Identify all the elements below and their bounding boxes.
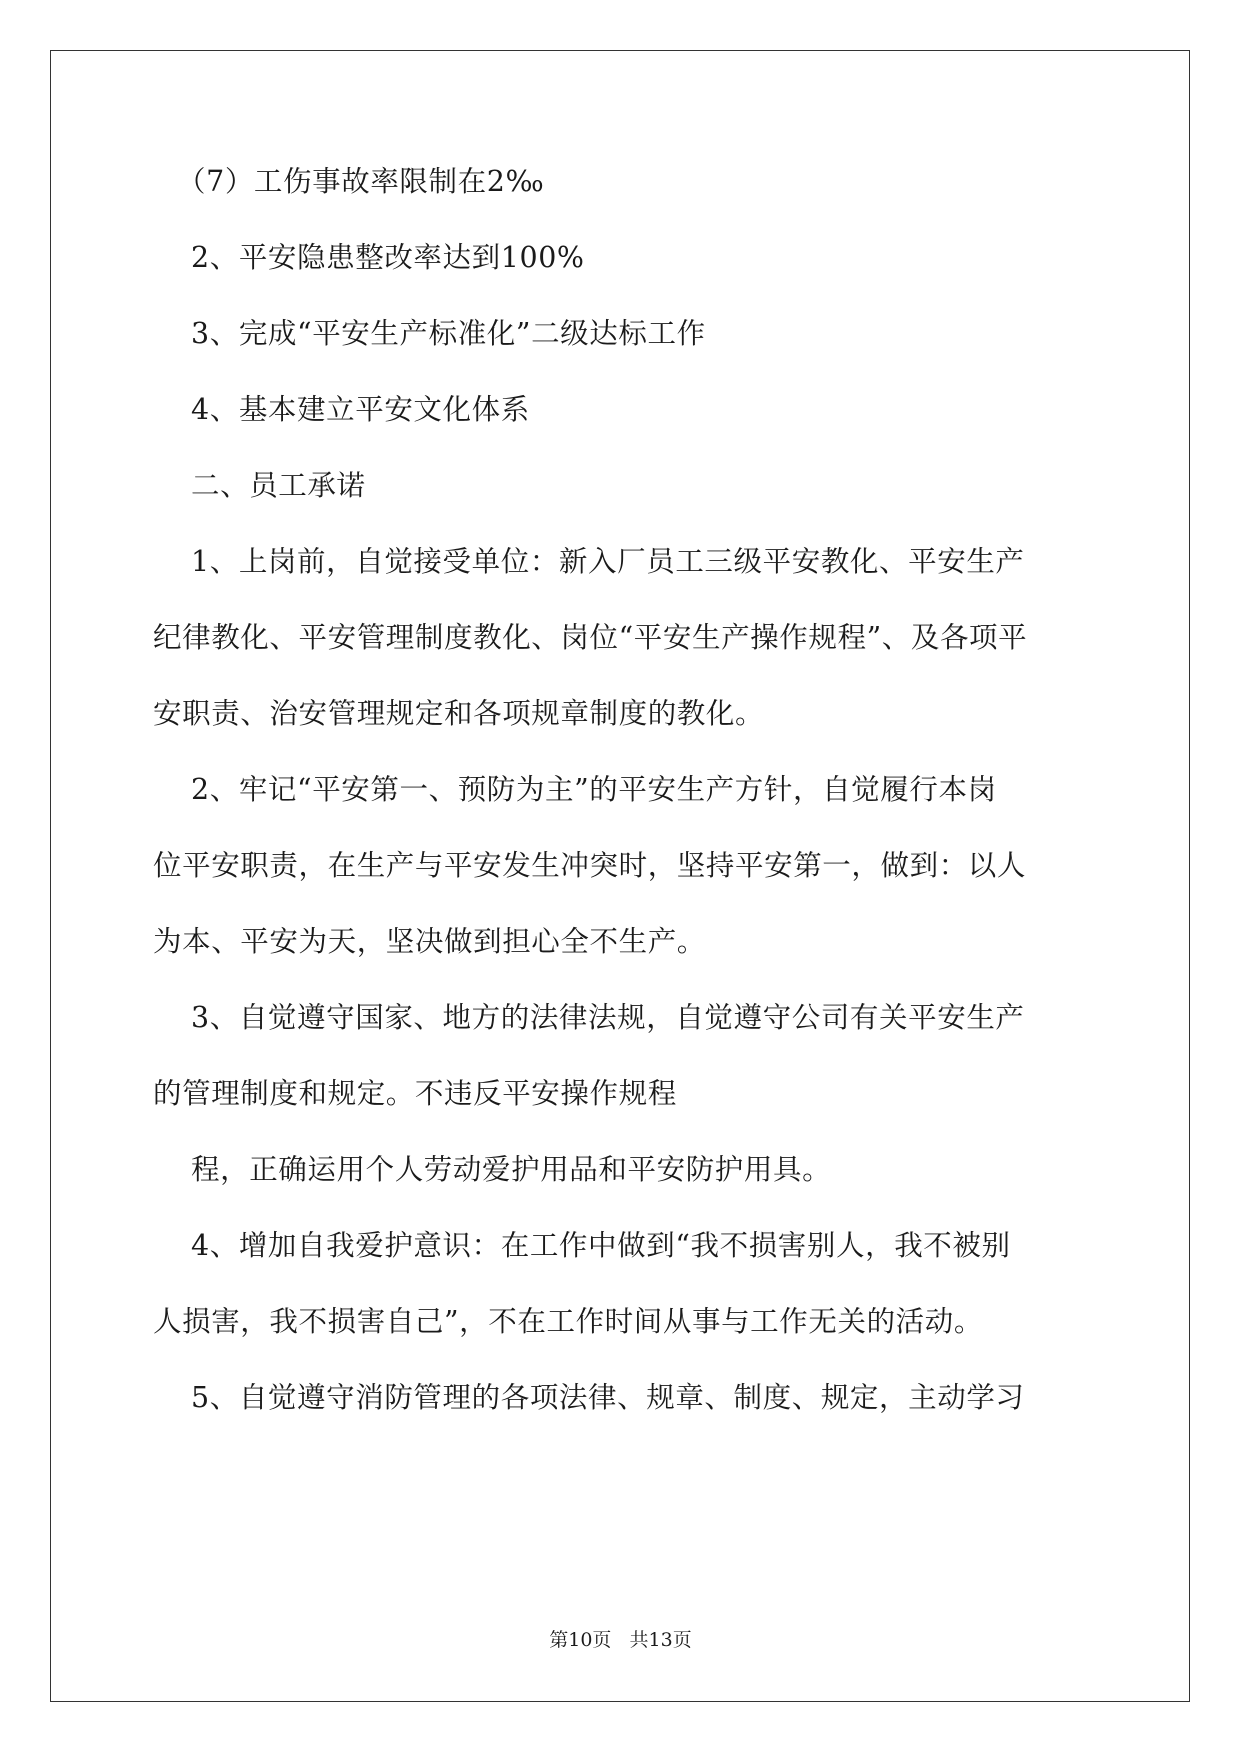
text-line: 3、自觉遵守国家、地方的法律法规，自觉遵守公司有关平安生产 — [191, 1001, 1025, 1034]
text-line: （7）工伤事故率限制在2‰ — [177, 165, 545, 198]
text-line: 程，正确运用个人劳动爱护用品和平安防护用具。 — [191, 1153, 832, 1186]
text-line: 安职责、治安管理规定和各项规章制度的教化。 — [153, 697, 765, 730]
text-line: 5、自觉遵守消防管理的各项法律、规章、制度、规定，主动学习 — [191, 1381, 1025, 1414]
text-line: 纪律教化、平安管理制度教化、岗位“平安生产操作规程”、及各项平 — [153, 621, 1028, 654]
text-line: 2、牢记“平安第一、预防为主”的平安生产方针，自觉履行本岗 — [191, 773, 997, 806]
section-heading: 二、员工承诺 — [191, 469, 366, 502]
text-line: 人损害，我不损害自己”，不在工作时间从事与工作无关的活动。 — [153, 1305, 983, 1338]
text-line: 3、完成“平安生产标准化”二级达标工作 — [191, 317, 706, 350]
text-line: 为本、平安为天，坚决做到担心全不生产。 — [153, 925, 706, 958]
text-line: 4、基本建立平安文化体系 — [191, 393, 530, 426]
text-line: 2、平安隐患整改率达到100% — [191, 241, 585, 274]
text-line: 的管理制度和规定。不违反平安操作规程 — [153, 1077, 677, 1110]
page-number-footer: 第10页 共13页 — [549, 1629, 692, 1651]
text-line: 4、增加自我爱护意识：在工作中做到“我不损害别人，我不被别 — [191, 1229, 1011, 1262]
text-line: 1、上岗前，自觉接受单位：新入厂员工三级平安教化、平安生产 — [191, 545, 1025, 578]
text-line: 位平安职责，在生产与平安发生冲突时，坚持平安第一，做到：以人 — [153, 849, 1027, 882]
